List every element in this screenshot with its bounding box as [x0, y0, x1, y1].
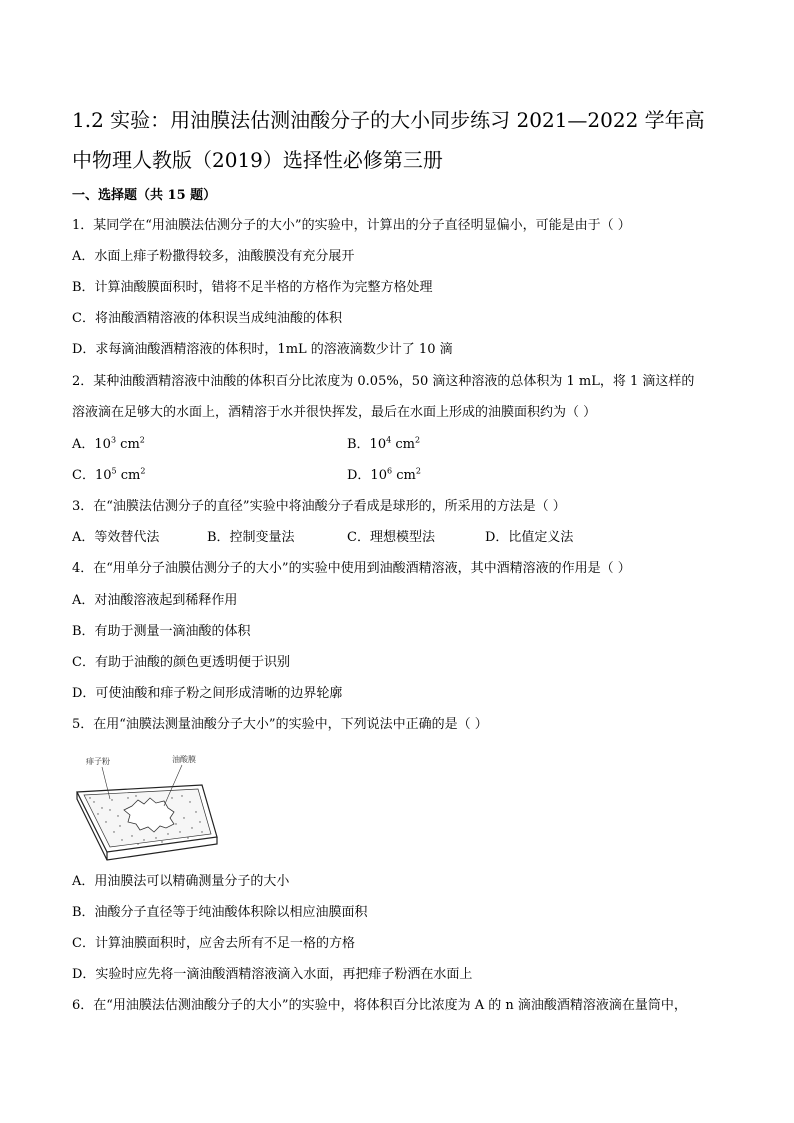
question-4-option-d: D．可使油酸和痱子粉之间形成清晰的边界轮廓 — [72, 686, 343, 701]
question-5-option-a: A．用油膜法可以精确测量分子的大小 — [72, 874, 290, 889]
oil-film-tray-figure — [72, 752, 222, 862]
question-3-option-d: D．比值定义法 — [485, 530, 574, 545]
question-2-option-a: A．$10^3$ $cm^2$ — [72, 435, 145, 452]
question-3-stem: 3．在“油膜法估测分子的直径”实验中将油酸分子看成是球形的，所采用的方法是（ ） — [72, 499, 566, 514]
question-4-option-a: A．对油酸溶液起到稀释作用 — [72, 593, 238, 608]
question-1-option-b: B．计算油酸膜面积时，错将不足半格的方格作为完整方格处理 — [72, 280, 433, 295]
question-4-option-b: B．有助于测量一滴油酸的体积 — [72, 624, 251, 639]
title-line-2: 中物理人教版（2019）选择性必修第三册 — [72, 148, 443, 172]
label-oil-film: 油酸膜 — [172, 755, 196, 764]
question-2-option-b: B．$10^4$ $cm^2$ — [347, 435, 421, 452]
label-powder: 痱子粉 — [86, 757, 110, 766]
title-line-1: 1.2 实验：用油膜法估测油酸分子的大小同步练习 2021—2022 学年高 — [72, 108, 705, 132]
question-4-stem: 4．在“用单分子油膜估测分子的大小”的实验中使用到油酸酒精溶液，其中酒精溶液的作用是（ ） — [72, 561, 631, 576]
question-2-option-c: C．$10^5$ $cm^2$ — [72, 466, 146, 483]
question-5-stem: 5．在用“油膜法测量油酸分子大小”的实验中，下列说法中正确的是（ ） — [72, 717, 488, 732]
question-3-option-b: B．控制变量法 — [207, 530, 295, 545]
question-5-option-c: C．计算油膜面积时，应舍去所有不足一格的方格 — [72, 936, 355, 951]
question-2-stem-line-2: 溶液滴在足够大的水面上，酒精溶于水并很快挥发，最后在水面上形成的油膜面积约为（ ） — [72, 405, 597, 420]
document-title — [72, 100, 732, 180]
question-5-option-d: D．实验时应先将一滴油酸酒精溶液滴入水面，再把痱子粉洒在水面上 — [72, 967, 473, 982]
question-5-option-b: B．油酸分子直径等于纯油酸体积除以相应油膜面积 — [72, 905, 368, 920]
question-3-option-a: A．等效替代法 — [72, 530, 160, 545]
question-1-option-d: D．求每滴油酸酒精溶液的体积时，1mL 的溶液滴数少计了 10 滴 — [72, 342, 453, 357]
question-4-option-c: C．有助于油酸的颜色更透明便于识别 — [72, 655, 290, 670]
question-1-option-c: C．将油酸酒精溶液的体积误当成纯油酸的体积 — [72, 311, 342, 326]
question-1-option-a: A．水面上痱子粉撒得较多，油酸膜没有充分展开 — [72, 249, 355, 264]
section-heading: 一、选择题（共 15 题） — [72, 188, 217, 203]
question-3-option-c: C．理想模型法 — [347, 530, 435, 545]
question-2-stem-line-1: 2．某种油酸酒精溶液中油酸的体积百分比浓度为 0.05%，50 滴这种溶液的总体积为 1 mL，将 1 滴这样的 — [72, 374, 695, 389]
question-1-stem: 1．某同学在“用油膜法估测分子的大小”的实验中，计算出的分子直径明显偏小，可能是由于（ ） — [72, 218, 631, 233]
question-2-option-d: D．$10^6$ $cm^2$ — [347, 466, 421, 483]
question-6-stem: 6．在“用油膜法估测油酸分子的大小”的实验中，将体积百分比浓度为 A 的 n 滴油酸酒精溶液滴在量筒中， — [72, 998, 687, 1013]
